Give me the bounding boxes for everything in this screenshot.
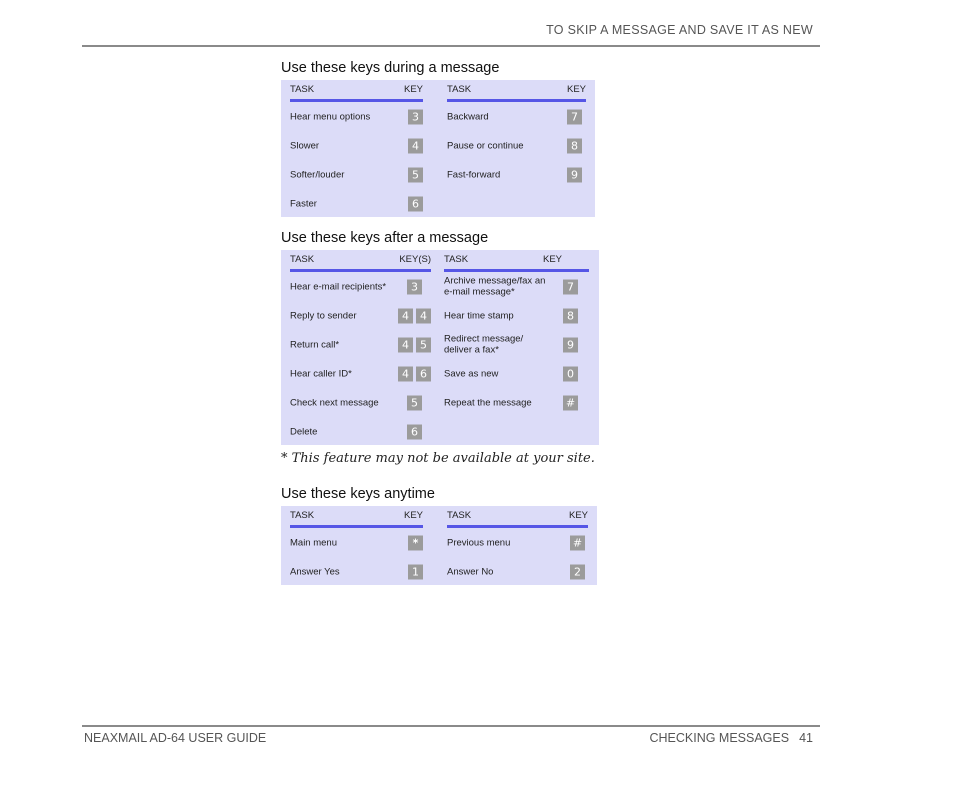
table-row <box>444 330 589 359</box>
key-button: 5 <box>416 337 431 352</box>
key-header: KEY <box>542 254 562 265</box>
column-header <box>444 254 589 268</box>
column-header <box>290 254 431 268</box>
column-header <box>447 510 588 524</box>
table-row <box>290 160 423 189</box>
table-row <box>290 388 431 417</box>
key-button: 0 <box>563 366 578 381</box>
task-label: Fast-forward <box>447 168 501 180</box>
key-button: 7 <box>563 279 578 294</box>
column-header <box>290 84 423 98</box>
table-column <box>447 80 586 217</box>
key-button: 6 <box>408 196 423 211</box>
key-button: 6 <box>407 424 422 439</box>
table-column <box>290 80 423 217</box>
task-label: Archive message/fax an e-mail message* <box>444 275 546 298</box>
task-header: TASK <box>290 510 315 521</box>
task-label: Hear caller ID* <box>290 367 352 379</box>
task-label: Hear e-mail recipients* <box>290 280 387 292</box>
task-label: Hear menu options <box>290 110 371 122</box>
key-button: 3 <box>407 279 422 294</box>
task-label: Answer Yes <box>290 565 340 577</box>
key-button: 9 <box>563 337 578 352</box>
key-button: 8 <box>563 308 578 323</box>
task-label: Backward <box>447 110 489 122</box>
table-row <box>447 160 586 189</box>
page-header-title: TO SKIP A MESSAGE AND SAVE IT AS NEW <box>546 23 813 37</box>
task-label: Previous menu <box>447 536 511 548</box>
key-header: KEY <box>566 84 586 95</box>
table-row <box>447 131 586 160</box>
task-header: TASK <box>447 510 472 521</box>
key-button: 8 <box>567 138 582 153</box>
table-row <box>444 301 589 330</box>
availability-note: * This feature may not be available at your site. <box>281 451 595 466</box>
table-column <box>444 250 589 445</box>
section-title-during: Use these keys during a message <box>281 60 500 76</box>
key-button: 9 <box>567 167 582 182</box>
task-label: Softer/louder <box>290 168 345 180</box>
task-label: Redirect message/ deliver a fax* <box>444 333 524 356</box>
table-row <box>290 102 423 131</box>
key-button: 4 <box>408 138 423 153</box>
column-header <box>290 510 423 524</box>
table-row <box>290 330 431 359</box>
key-button: 5 <box>408 167 423 182</box>
table-row <box>290 131 423 160</box>
key-button: 4 <box>398 308 413 323</box>
table-row <box>444 388 589 417</box>
key-button: 3 <box>408 109 423 124</box>
task-label: Main menu <box>290 536 337 548</box>
asterisk-key: * <box>408 535 423 550</box>
keys-table-during <box>281 80 595 217</box>
task-label: Faster <box>290 197 317 209</box>
task-label: Return call* <box>290 338 340 350</box>
task-header: TASK <box>290 84 315 95</box>
task-label: Delete <box>290 425 318 437</box>
table-row <box>290 359 431 388</box>
task-label: Repeat the message <box>444 396 532 408</box>
table-row <box>290 417 431 446</box>
task-header: TASK <box>447 84 472 95</box>
key-header: KEY <box>568 510 588 521</box>
key-header: KEY <box>403 84 423 95</box>
task-header: TASK <box>290 254 315 265</box>
keys-table-anytime <box>281 506 597 585</box>
keys-table-after <box>281 250 599 445</box>
table-column <box>447 506 588 585</box>
table-row <box>290 301 431 330</box>
key-button: 4 <box>398 337 413 352</box>
section-title-anytime: Use these keys anytime <box>281 486 435 502</box>
key-button: 2 <box>570 564 585 579</box>
key-button: 4 <box>416 308 431 323</box>
key-header: KEY(S) <box>399 254 431 265</box>
table-row <box>447 528 588 557</box>
pound-key: # <box>570 535 585 550</box>
table-row <box>447 102 586 131</box>
table-row <box>290 272 431 301</box>
task-label: Slower <box>290 139 320 151</box>
key-header: KEY <box>403 510 423 521</box>
task-label: Save as new <box>444 367 499 379</box>
key-button: 5 <box>407 395 422 410</box>
section-title-after: Use these keys after a message <box>281 230 489 246</box>
task-label: Reply to sender <box>290 309 357 321</box>
table-column <box>290 506 423 585</box>
table-row <box>444 359 589 388</box>
footer-section <box>649 731 813 745</box>
task-label: Check next message <box>290 396 379 408</box>
key-button: # <box>563 395 578 410</box>
task-label: Answer No <box>447 565 494 577</box>
column-header <box>447 84 586 98</box>
task-label: Pause or continue <box>447 139 524 151</box>
key-button: 7 <box>567 109 582 124</box>
table-row <box>447 557 588 586</box>
footer-guide-title: NEAXMAIL AD-64 USER GUIDE <box>84 731 267 745</box>
page-number: 41 <box>799 731 813 745</box>
table-row <box>444 272 589 301</box>
table-row <box>290 557 423 586</box>
key-button: 6 <box>416 366 431 381</box>
table-row <box>290 189 423 218</box>
table-column <box>290 250 431 445</box>
footer-section-name: CHECKING MESSAGES <box>649 731 790 745</box>
key-button: 4 <box>398 366 413 381</box>
footer-rule <box>82 725 820 727</box>
task-label: Hear time stamp <box>444 309 514 321</box>
key-button: 1 <box>408 564 423 579</box>
table-row <box>290 528 423 557</box>
header-rule <box>82 45 820 47</box>
task-header: TASK <box>444 254 469 265</box>
